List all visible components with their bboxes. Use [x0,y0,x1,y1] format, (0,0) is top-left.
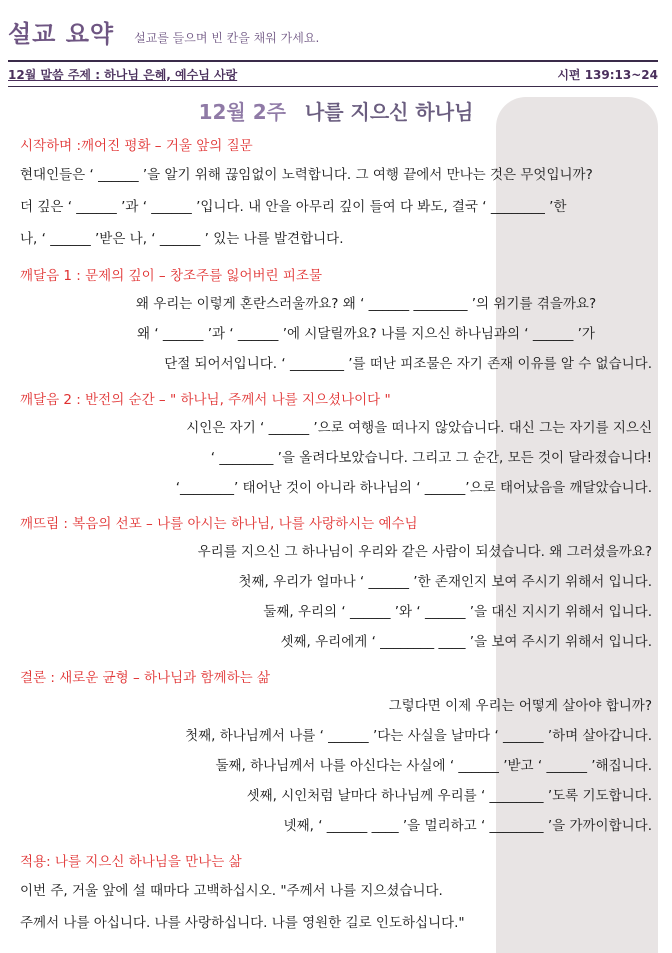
theme-bar [8,60,658,87]
section-heading: 적용: 나를 지으신 하나님을 만나는 삶 [20,854,242,870]
fill-in-line: 왜 우리는 이렇게 혼란스러울까요? 왜 ‘ ______ ________ ’의 위기를 겪을까요? [135,296,597,312]
monthly-theme: 12월 말씀 주제 : 하나님 은혜, 예수님 사랑 [8,67,238,82]
fill-in-line: ‘ ________ ’을 올려다보았습니다. 그리고 그 순간, 모든 것이 달라졌습니다! [210,450,652,466]
application-line: 이번 주, 거울 앞에 설 때마다 고백하십시오. "주께서 나를 지으셨습니다. [20,883,443,899]
fill-in-line: 그렇다면 이제 우리는 어떻게 살아야 합니까? [388,698,652,714]
section-heading: 깨달음 2 : 반전의 순간 – " 하나님, 주께서 나를 지으셨나이다 " [20,392,391,408]
header [8,14,319,54]
application-line: 주께서 나를 아십니다. 나를 사랑하십니다. 나를 영원한 길로 인도하십니다." [20,915,465,931]
section-body [20,878,652,936]
fill-in-line: 첫째, 하나님께서 나를 ‘ ______ ’다는 사실을 날마다 ‘ ______ ’하며 살아갑니다. [185,728,652,744]
fill-in-line: 셋째, 우리에게 ‘ ________ ____ ’을 보여 주시기 위해서 입니다. [280,634,652,650]
section-heading: 깨달음 1 : 문제의 깊이 – 창조주를 잃어버린 피조물 [20,268,322,284]
sermon-week: 12월 2주 [198,100,286,124]
fill-in-line: 둘째, 우리의 ‘ ______ ’와 ‘ ______ ’을 대신 지시기 위해서 입니다. [263,604,652,620]
fill-in-line: 더 깊은 ‘ ______ ’과 ‘ ______ ’입니다. 내 안을 아무리 깊이 들여 다 봐도, 결국 ‘ ________ ’한 [20,199,567,215]
header-subtitle: 설교를 들으며 빈 칸을 채워 가세요. [134,31,320,45]
fill-in-line: 시인은 자기 ‘ ______ ’으로 여행을 떠나지 않았습니다. 대신 그는 자기를 지으신 [186,420,652,436]
sermon-title [0,96,672,125]
section-heading: 결론 : 새로운 균형 – 하나님과 함께하는 삶 [20,670,270,686]
sermon-content [20,134,652,936]
fill-in-line: 넷째, ‘ ______ ____ ’을 멀리하고 ‘ ________ ’을 가까이합니다. [283,818,652,834]
fill-in-line: 왜 ‘ ______ ’과 ‘ ______ ’에 시달릴까요? 나를 지으신 하나님과의 ‘ ______ ’가 [137,326,595,342]
fill-in-line: 단절 되어서입니다. ‘ ________ ’를 떠난 피조물은 자기 존재 이유를 알 수 없습니다. [164,356,652,372]
fill-in-line: 현대인들은 ‘ ______ ’을 알기 위해 끊임없이 노력합니다. 그 여행 끝에서 만나는 것은 무엇입니까? [20,167,593,183]
page-title-brand: 설교 요약 [8,20,115,48]
fill-in-line: 둘째, 하나님께서 나를 아신다는 사실에 ‘ ______ ’받고 ‘ ______ ’해집니다. [215,758,652,774]
scripture-reference: 시편 139:13~24 [557,67,658,82]
section-heading: 깨뜨림 : 복음의 선포 – 나를 아시는 하나님, 나를 사랑하시는 예수님 [20,516,418,532]
section-body [20,416,652,500]
sermon-main-title: 나를 지으신 하나님 [304,100,474,124]
fill-in-line: 셋째, 시인처럼 날마다 하나님께 우리를 ‘ ________ ’도록 기도합니다. [246,788,652,804]
fill-in-line: 우리를 지으신 그 하나님이 우리와 같은 사람이 되셨습니다. 왜 그러셨을까요? [197,544,652,560]
fill-in-line: 첫째, 우리가 얼마나 ‘ ______ ’한 존재인지 보여 주시기 위해서 입니다. [238,574,652,590]
section-body [20,694,652,838]
section-heading: 시작하며 :깨어진 평화 – 거울 앞의 질문 [20,138,253,154]
fill-in-line: ‘________’ 태어난 것이 아니라 하나님의 ‘ ______’으로 태어났음을 깨달았습니다. [175,480,652,496]
fill-in-line: 나, ‘ ______ ’받은 나, ‘ ______ ’ 있는 나를 발견합니다. [20,231,344,247]
section-body [20,292,652,376]
section-body [20,540,652,654]
section-body [20,162,652,252]
